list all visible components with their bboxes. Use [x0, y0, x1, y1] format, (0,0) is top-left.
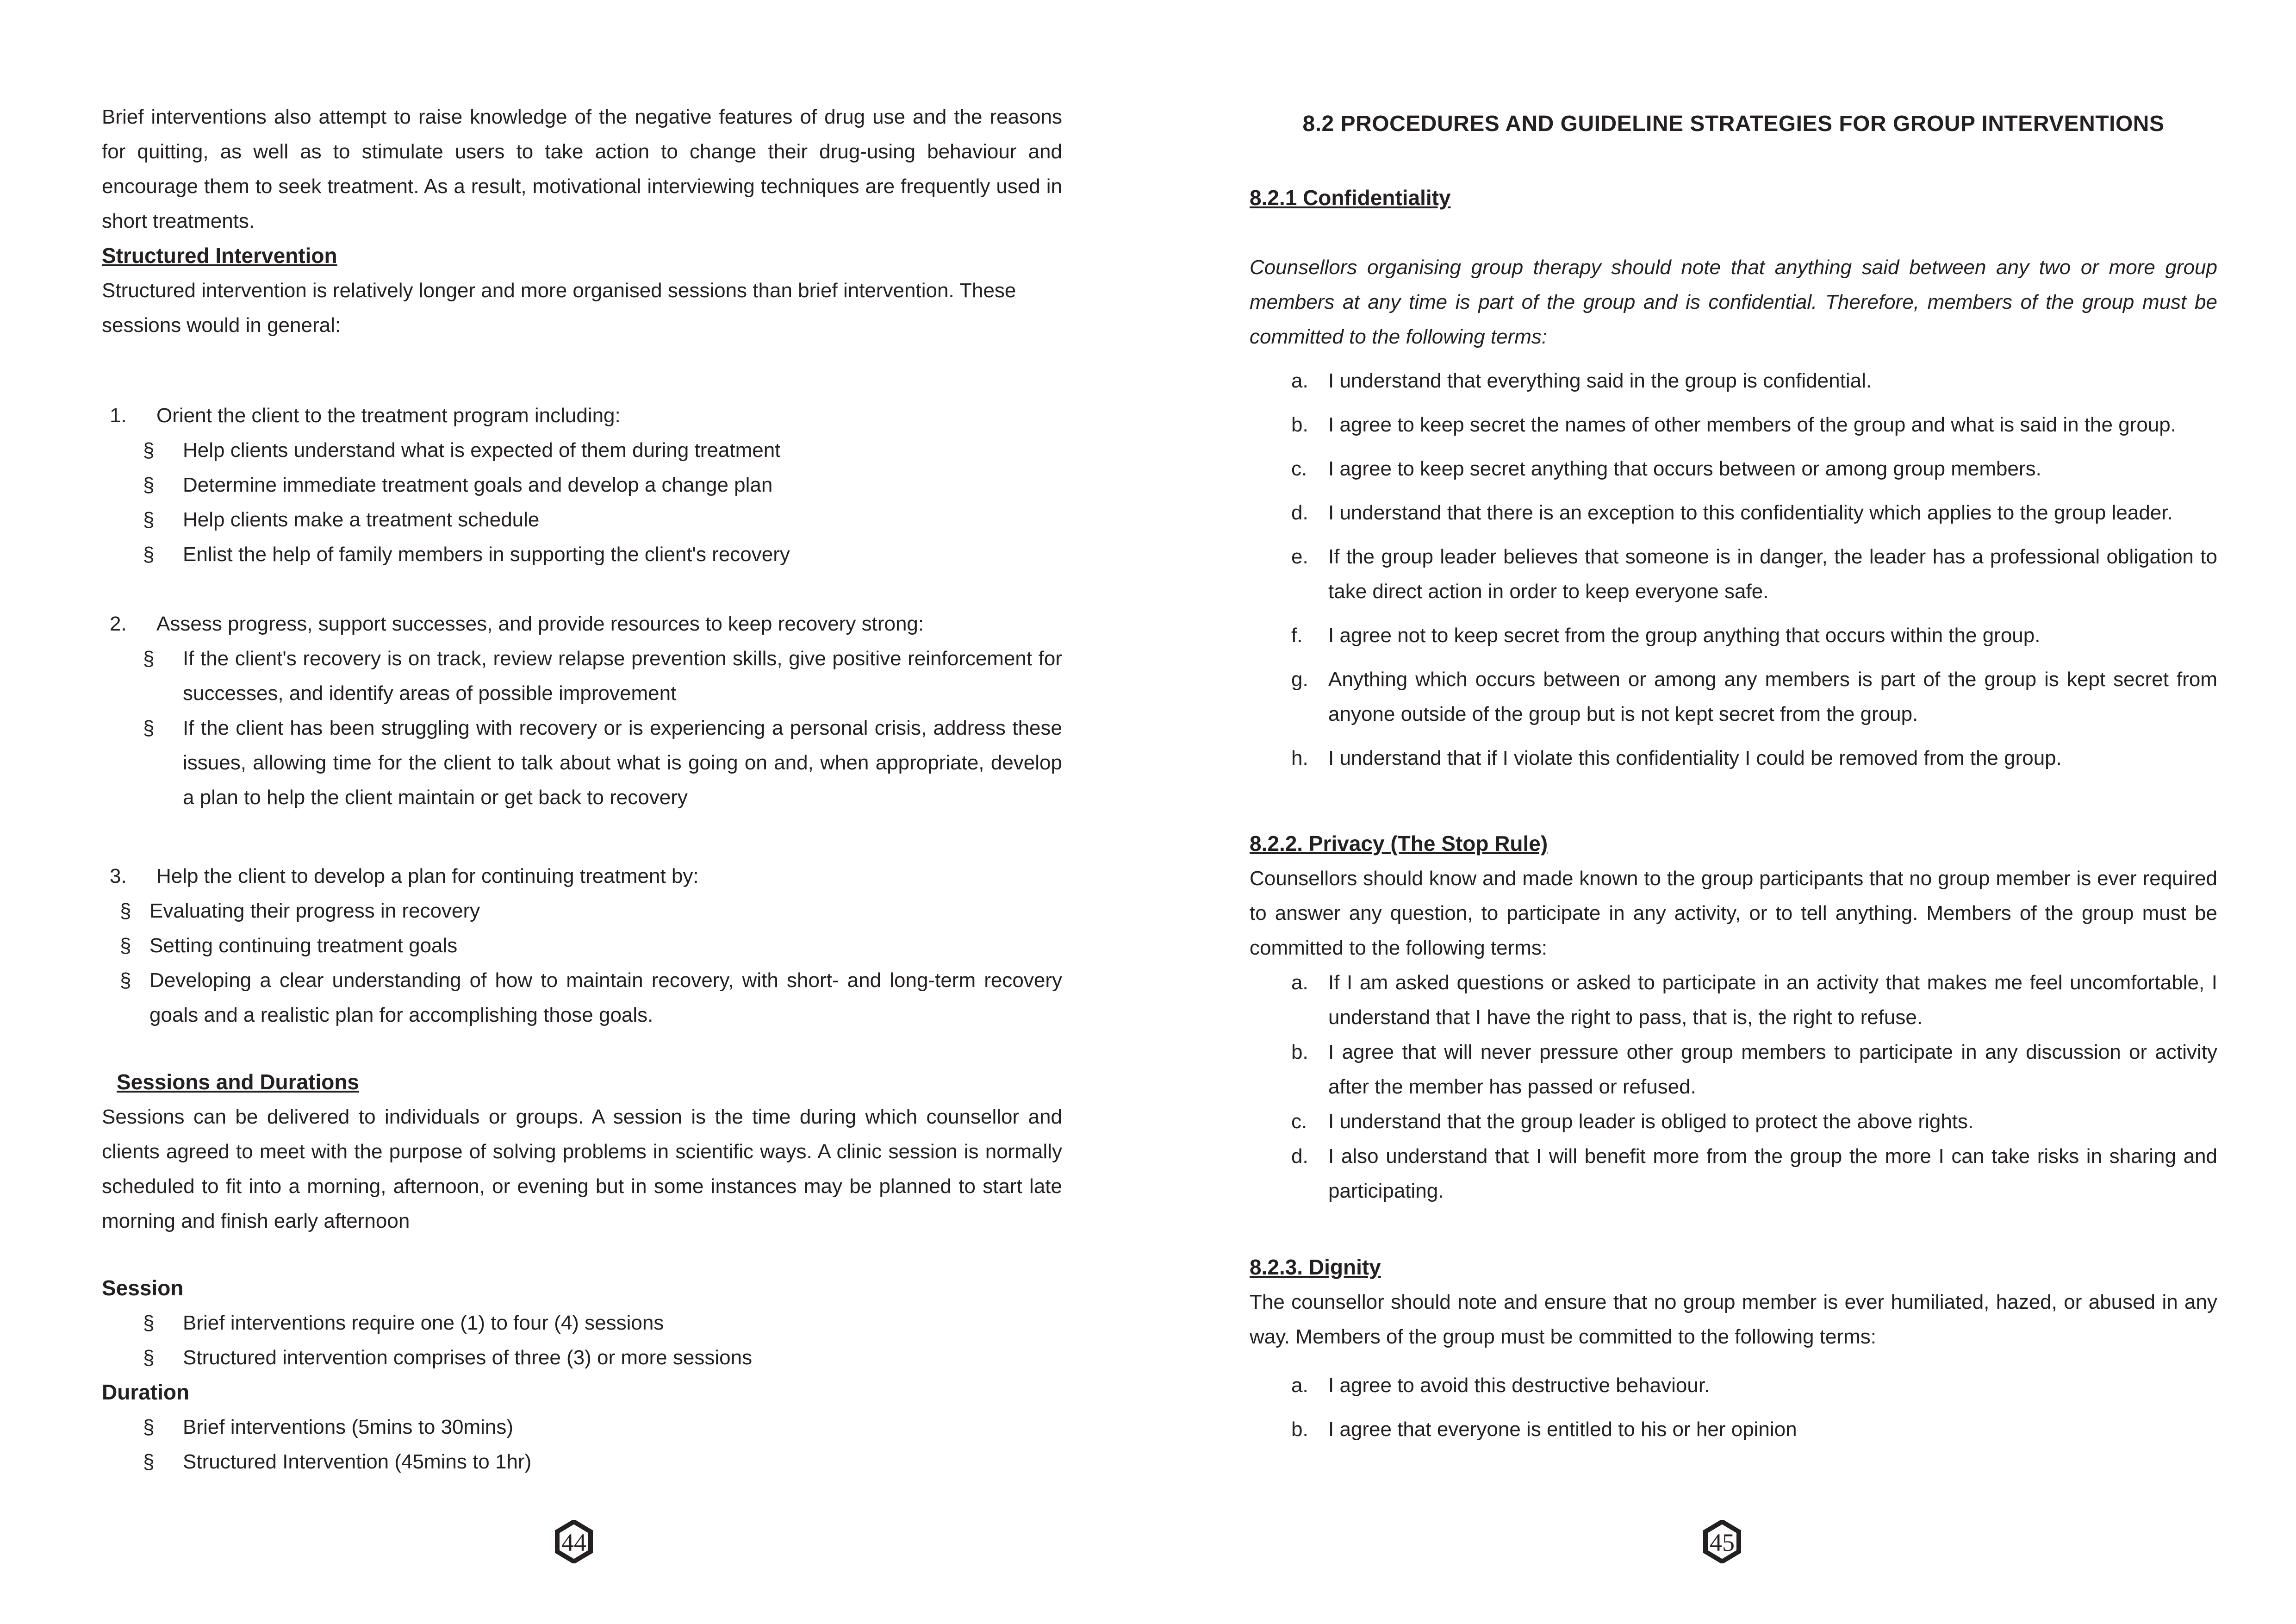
- lettered-item: [1250, 539, 2217, 609]
- confidentiality-intro: Counsellors organising group therapy should note that anything said between any two or more group members at any time is part of the group and is confidential. Therefore, members of the group must be committed to the following terms:: [1250, 256, 2217, 348]
- section-title: 8.2 PROCEDURES AND GUIDELINE STRATEGIES FOR GROUP INTERVENTIONS: [1302, 112, 2165, 136]
- section-mark-icon: §: [143, 543, 155, 566]
- lettered-item-text: I agree that will never pressure other group members to participate in any discussion or activity after the member has passed or refused.: [1328, 1041, 2217, 1098]
- item-letter: d.: [1291, 501, 1308, 524]
- lettered-item: [1250, 1412, 2217, 1447]
- structured-intervention-heading: Structured Intervention: [102, 244, 337, 268]
- lettered-item: [1250, 363, 2217, 398]
- numbered-item-2: [102, 606, 1062, 641]
- list-item: [143, 711, 1062, 815]
- item-letter: h.: [1291, 747, 1308, 769]
- list-item-text: Determine immediate treatment goals and develop a change plan: [183, 474, 773, 496]
- lettered-item: [1250, 495, 2217, 530]
- lettered-item-text: I understand that there is an exception to this confidentiality which applies to the group leader.: [1328, 501, 2173, 524]
- section-mark-icon: §: [120, 934, 131, 957]
- list-item: [143, 1305, 1062, 1340]
- confidentiality-list: [1250, 363, 2217, 775]
- list-item: [120, 893, 1062, 928]
- dignity-heading: 8.2.3. Dignity: [1250, 1255, 1381, 1279]
- confidentiality-heading: 8.2.1 Confidentiality: [1250, 186, 1451, 210]
- item-number: 3.: [110, 865, 127, 887]
- item-letter: a.: [1291, 369, 1308, 392]
- section-mark-icon: §: [143, 717, 155, 739]
- item-letter: f.: [1291, 624, 1303, 647]
- lettered-item: [1250, 1368, 2217, 1403]
- item-letter: b.: [1291, 1041, 1308, 1063]
- item-text: Orient the client to the treatment program including:: [156, 404, 621, 427]
- list-item: [143, 1444, 1062, 1479]
- dignity-list: [1250, 1368, 2217, 1447]
- list-item-text: Developing a clear understanding of how to maintain recovery, with short- and long-term recovery goals and a realistic plan for accomplishing those goals.: [149, 969, 1062, 1026]
- list-item-text: Evaluating their progress in recovery: [149, 899, 480, 922]
- list-item: [120, 928, 1062, 963]
- lettered-item-text: I agree to keep secret anything that occurs between or among group members.: [1328, 457, 2041, 480]
- item-letter: a.: [1291, 1374, 1308, 1397]
- lettered-item: [1250, 618, 2217, 653]
- list-item-text: Structured intervention comprises of three (3) or more sessions: [183, 1346, 753, 1369]
- item-number: 2.: [110, 612, 127, 635]
- lettered-item-text: I agree not to keep secret from the group anything that occurs within the group.: [1328, 624, 2041, 647]
- lettered-item: [1250, 1139, 2217, 1208]
- lettered-item-text: I understand that everything said in the group is confidential.: [1328, 369, 1872, 392]
- list-item-text: Help clients understand what is expected of them during treatment: [183, 439, 781, 462]
- item-text: Assess progress, support successes, and provide resources to keep recovery strong:: [156, 612, 924, 635]
- list-item: [143, 641, 1062, 711]
- list-item: [143, 468, 1062, 502]
- section-mark-icon: §: [143, 1450, 155, 1473]
- list-item-text: Setting continuing treatment goals: [149, 934, 458, 957]
- structured-intervention-paragraph: Structured intervention is relatively longer and more organised sessions than brief intervention. These sessions would in general:: [102, 279, 1016, 337]
- sessions-durations-heading: Sessions and Durations: [117, 1070, 360, 1094]
- section-mark-icon: §: [143, 1346, 155, 1369]
- page-number-badge: [1703, 1520, 1741, 1563]
- lettered-item: [1250, 1035, 2217, 1104]
- list-item: [120, 963, 1062, 1032]
- privacy-list: [1250, 965, 2217, 1208]
- section-mark-icon: §: [143, 439, 155, 462]
- lettered-item-text: Anything which occurs between or among any members is part of the group is kept secret from anyone outside of the group but is not kept secret from the group.: [1328, 668, 2217, 725]
- list-item-text: If the client has been struggling with recovery or is experiencing a personal crisis, address these issues, allowing time for the client to talk about what is going on and, when appropriate, develop a plan to help the client maintain or get back to recovery: [183, 717, 1062, 809]
- list-item-text: Brief interventions (5mins to 30mins): [183, 1416, 514, 1438]
- item-letter: b.: [1291, 1418, 1308, 1441]
- section-mark-icon: §: [143, 1416, 155, 1438]
- lettered-item-text: I agree that everyone is entitled to his or her opinion: [1328, 1418, 1797, 1441]
- list-item-text: Enlist the help of family members in supporting the client's recovery: [183, 543, 790, 566]
- page-number: 45: [1710, 1529, 1735, 1556]
- item-letter: g.: [1291, 668, 1308, 691]
- list-item: [143, 433, 1062, 468]
- duration-heading: Duration: [102, 1380, 190, 1404]
- lettered-item: [1250, 741, 2217, 775]
- numbered-item-3: [102, 859, 1062, 893]
- sessions-durations-paragraph: Sessions can be delivered to individuals or groups. A session is the time during which counsellor and clients agreed to meet with the purpose of solving problems in scientific ways. A clinic session is normally scheduled to fit into a morning, afternoon, or evening but in some instances may be planned to start late morning and finish early afternoon: [102, 1106, 1062, 1232]
- section-mark-icon: §: [143, 647, 155, 670]
- privacy-intro: Counsellors should know and made known to the group participants that no group member is ever required to answer any question, to participate in any activity, or to tell anything. Members of the group must be committed to the following terms:: [1250, 867, 2217, 959]
- list-item: [143, 537, 1062, 572]
- item-letter: c.: [1291, 1110, 1307, 1133]
- page-right: [1148, 0, 2296, 1624]
- list-item-text: Help clients make a treatment schedule: [183, 508, 540, 531]
- list-item: [143, 1410, 1062, 1444]
- lettered-item: [1250, 451, 2217, 486]
- lettered-item-text: I agree to keep secret the names of other members of the group and what is said in the group.: [1328, 413, 2176, 436]
- item-letter: d.: [1291, 1145, 1308, 1168]
- section-mark-icon: §: [143, 474, 155, 496]
- lettered-item: [1250, 662, 2217, 731]
- section-mark-icon: §: [143, 508, 155, 531]
- lettered-item: [1250, 965, 2217, 1035]
- intro-paragraph: Brief interventions also attempt to raise knowledge of the negative features of drug use and the reasons for quitting, as well as to stimulate users to take action to change their drug-using behaviour and encourage them to seek treatment. As a result, motivational interviewing techniques are frequently used in short treatments.: [102, 106, 1062, 232]
- item-number: 1.: [110, 404, 127, 427]
- dignity-intro: The counsellor should note and ensure that no group member is ever humiliated, hazed, or abused in any way. Members of the group must be committed to the following terms:: [1250, 1291, 2217, 1348]
- session-heading: Session: [102, 1276, 184, 1300]
- item-letter: c.: [1291, 457, 1307, 480]
- privacy-heading: 8.2.2. Privacy (The Stop Rule): [1250, 831, 1548, 856]
- lettered-item-text: If I am asked questions or asked to participate in an activity that makes me feel uncomfortable, I understand that I have the right to pass, that is, the right to refuse.: [1328, 971, 2217, 1029]
- lettered-item: [1250, 1104, 2217, 1139]
- list-item: [143, 1340, 1062, 1375]
- list-item-text: If the client's recovery is on track, review relapse prevention skills, give positive reinforcement for successes, and identify areas of possible improvement: [183, 647, 1062, 705]
- page-number: 44: [561, 1529, 586, 1556]
- list-item: [143, 502, 1062, 537]
- list-item-text: Structured Intervention (45mins to 1hr): [183, 1450, 532, 1473]
- item-letter: e.: [1291, 545, 1308, 568]
- section-mark-icon: §: [143, 1312, 155, 1334]
- lettered-item-text: I also understand that I will benefit more from the group the more I can take risks in sharing and participating.: [1328, 1145, 2217, 1202]
- item-text: Help the client to develop a plan for continuing treatment by:: [156, 865, 699, 887]
- item-letter: b.: [1291, 413, 1308, 436]
- section-mark-icon: §: [120, 969, 131, 992]
- lettered-item-text: I understand that the group leader is obliged to protect the above rights.: [1328, 1110, 1974, 1133]
- lettered-item: [1250, 407, 2217, 442]
- lettered-item-text: If the group leader believes that someone is in danger, the leader has a professional obligation to take direct action in order to keep everyone safe.: [1328, 545, 2217, 603]
- page-number-badge: [555, 1520, 593, 1563]
- numbered-item-1: [102, 398, 1062, 433]
- section-mark-icon: §: [120, 899, 131, 922]
- list-item-text: Brief interventions require one (1) to four (4) sessions: [183, 1312, 664, 1334]
- lettered-item-text: I agree to avoid this destructive behaviour.: [1328, 1374, 1710, 1397]
- item-letter: a.: [1291, 971, 1308, 994]
- lettered-item-text: I understand that if I violate this confidentiality I could be removed from the group.: [1328, 747, 2062, 769]
